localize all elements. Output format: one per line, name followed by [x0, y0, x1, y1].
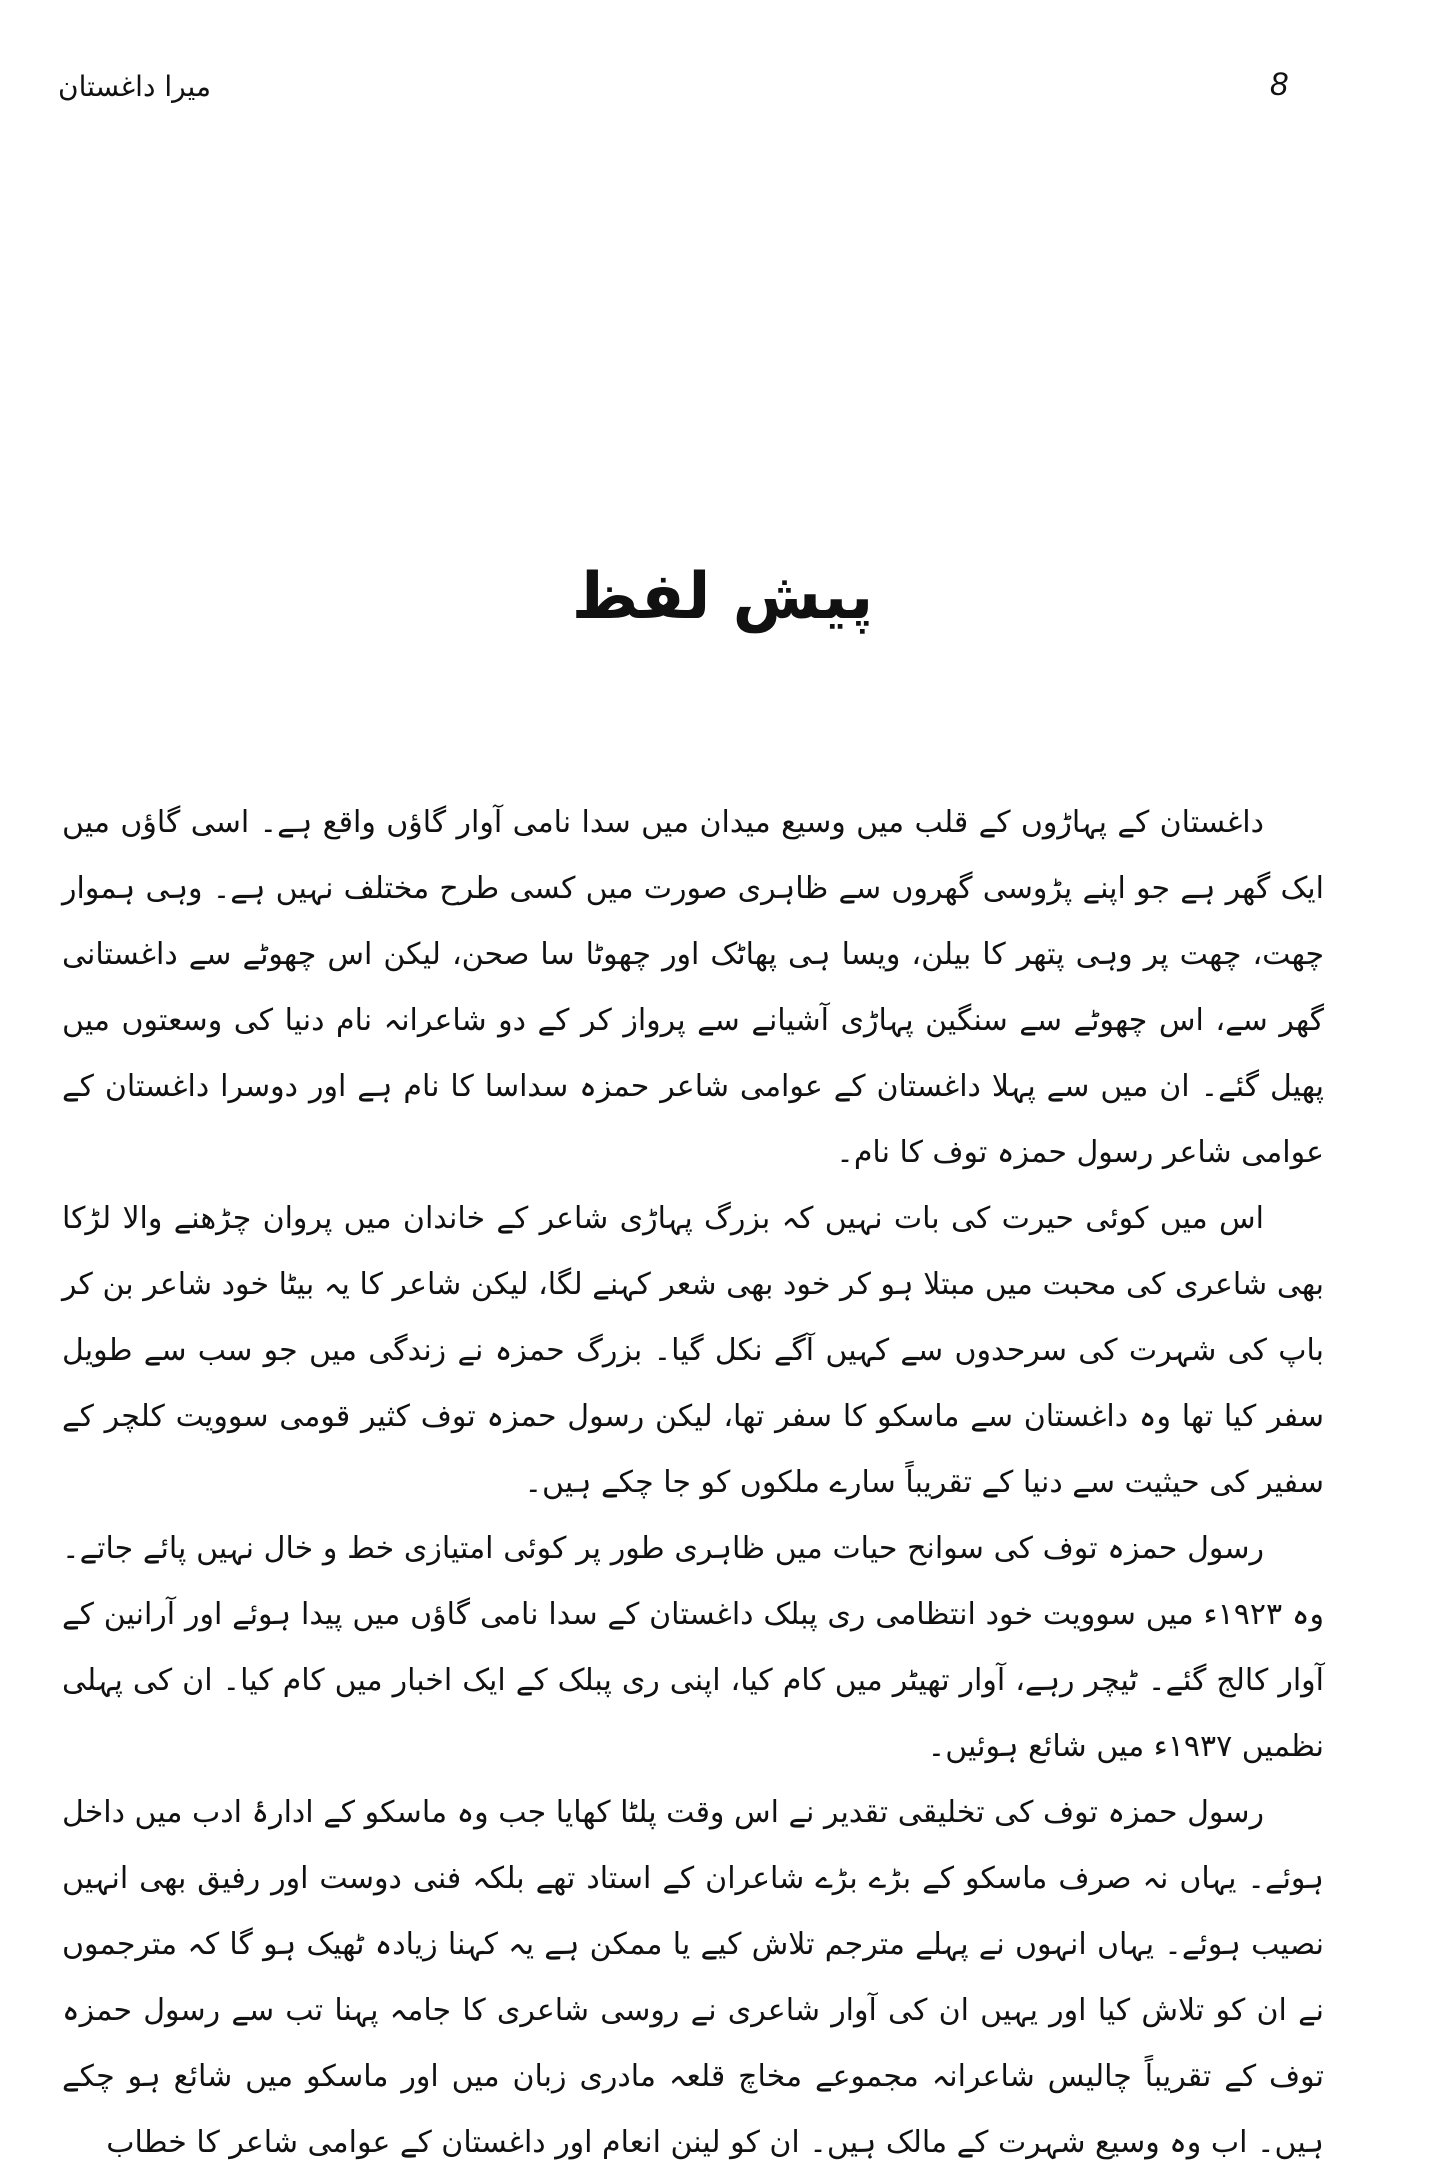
- page-number: 8: [1270, 66, 1288, 102]
- paragraph: رسول حمزہ توف کی تخلیقی تقدیر نے اس وقت پلٹا کھایا جب وہ ماسکو کے ادارۂ ادب میں داخل ہوئے۔ یہاں نہ صرف ماسکو کے بڑے بڑے شاعران کے استاد تھے بلکہ فنی دوست اور رفیق بھی انہیں نصیب ہوئے۔ یہاں انہوں نے پہلے مترجم تلاش کیے یا ممکن ہے یہ کہنا زیادہ ٹھیک ہو گا کہ مترجموں نے ان کو تلاش کیا اور یہیں ان کی آوار شاعری نے روسی شاعری کا جامہ پہنا تب سے رسول حمزہ توف کے تقریباً چالیس شاعرانہ مجموعے مخاچ قلعہ مادری زبان میں اور ماسکو میں شائع ہو چکے ہیں۔ اب وہ وسیع شہرت کے مالک ہیں۔ ان کو لینن انعام اور داغستان کے عوامی شاعر کا خطاب: [62, 1795, 1324, 2160]
- chapter-title: پیش لفظ: [571, 560, 874, 634]
- running-head: میرا داغستان: [58, 70, 211, 103]
- paragraph: رسول حمزہ توف کی سوانح حیات میں ظاہری طور پر کوئی امتیازی خط و خال نہیں پائے جاتے۔ وہ ۱۹۲۳ء میں سوویت خود انتظامی ری پبلک داغستان کے سدا نامی گاؤں میں پیدا ہوئے اور آرانین کے آوار کالج گئے۔ ٹیچر رہے، آوار تھیٹر میں کام کیا، اپنی ری پبلک کے ایک اخبار میں کام کیا۔ ان کی پہلی نظمیں ۱۹۳۷ء میں شائع ہوئیں۔: [62, 1531, 1324, 1764]
- paragraph: داغستان کے پہاڑوں کے قلب میں وسیع میدان میں سدا نامی آوار گاؤں واقع ہے۔ اسی گاؤں میں ایک گھر ہے جو اپنے پڑوسی گھروں سے ظاہری صورت میں کسی طرح مختلف نہیں ہے۔ وہی ہموار چھت، چھت پر وہی پتھر کا بیلن، ویسا ہی پھاٹک اور چھوٹا سا صحن، لیکن اس چھوٹے سے داغستانی گھر سے، اس چھوٹے سے سنگین پہاڑی آشیانے سے پرواز کر کے دو شاعرانہ نام دنیا کی وسعتوں میں پھیل گئے۔ ان میں سے پہلا داغستان کے عوامی شاعر حمزہ سداسا کا نام ہے اور دوسرا داغستان کے عوامی شاعر رسول حمزہ توف کا نام۔: [62, 805, 1324, 1170]
- paragraph: اس میں کوئی حیرت کی بات نہیں کہ بزرگ پہاڑی شاعر کے خاندان میں پروان چڑھنے والا لڑکا بھی شاعری کی محبت میں مبتلا ہو کر خود بھی شعر کہنے لگا، لیکن شاعر کا یہ بیٹا خود شاعر بن کر باپ کی شہرت کی سرحدوں سے کہیں آگے نکل گیا۔ بزرگ حمزہ نے زندگی میں جو سب سے طویل سفر کیا تھا وہ داغستان سے ماسکو کا سفر تھا، لیکن رسول حمزہ توف کثیر قومی سوویت کلچر کے سفیر کی حیثیت سے دنیا کے تقریباً سارے ملکوں کو جا چکے ہیں۔: [62, 1201, 1324, 1500]
- body-text: [62, 790, 1324, 2176]
